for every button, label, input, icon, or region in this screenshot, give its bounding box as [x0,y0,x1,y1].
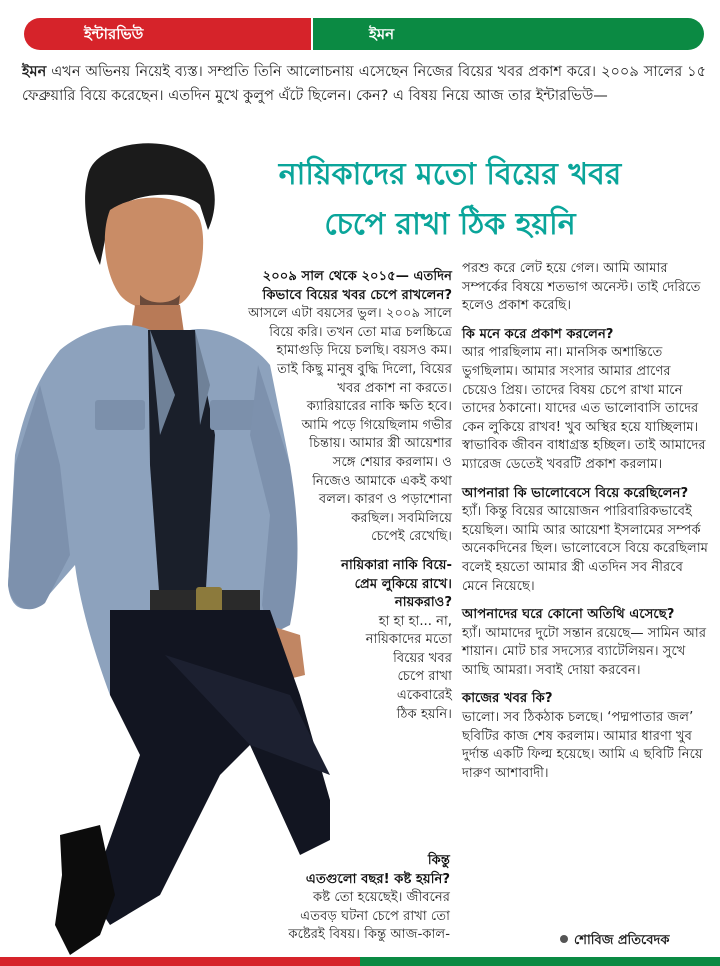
intro-text: এখন অভিনয় নিয়েই ব্যস্ত। সম্প্রতি তিনি আলোচনায় এসেছেন নিজের বিয়ের খবর প্রকাশ করে। ২০০৯ সালের ১৫ ফেব্রুয়ারি বিয়ে করেছেন। এতদিন মুখে কুলুপ এঁটে ছিলেন। কেন? এ বিষয় নিয়ে আজ তার ইন্টারভিউ— [22,64,706,104]
answer-6: হ্যাঁ। আমাদের দুটো সন্তান রয়েছে— সামিন আর শায়ান। মোট চার সদস্যের ব্যাটেলিয়ন। সুখে আছি আমরা। সবাই দোয়া করবেন। [462,625,707,678]
answer-4: আর পারছিলাম না। মানসিক অশান্তিতে ভুগছিলাম। আমার সংসার আমার প্রাণের চেয়েও প্রিয়। তাদের বিষয় চেপে রাখা মানে তাদের ঠকানো। যাদের এত ভালোবাসি তাদের কেন লুকিয়ে রাখব! খুব অস্থির হয়ে যাচ্ছিলাম। স্বাভাবিক জীবন বাধাগ্রস্ত হচ্ছিল। তাই আমাদের ম্যারেজ ডেতেই খবরটি প্রকাশ করলাম। [462,345,706,472]
column-bottom [240,852,450,945]
question-1-line-2: কিভাবে বিয়ের খবর চেপে রাখলেন? [262,287,452,303]
question-6: আপনাদের ঘরে কোনো অতিথি এসেছে? [462,607,675,623]
question-2-line-1: নায়িকারা নাকি বিয়ে- [341,557,452,573]
intro-name: ইমন [22,64,47,80]
answer-1-line-11: বলল। কারণ ও পড়াশোনা [318,492,452,508]
question-3-line-1: কিন্তু [427,853,450,868]
byline [560,931,669,952]
bullet-icon [560,935,568,943]
answer-1-line-4: তাই কিছু মানুষ বুদ্ধি দিলো, বিয়ের [277,361,452,377]
question-1-line-1: ২০০৯ সাল থেকে ২০১৫— এতদিন [262,269,452,284]
answer-1-line-13: চেপেই রেখেছি। [371,529,452,545]
answer-1-line-5: খবর প্রকাশ না করতে। [337,380,452,396]
byline-text: শোবিজ প্রতিবেদক [574,933,670,948]
answer-1-line-10: নিজেও আমাকে একই কথা [312,473,452,489]
answer-5: হ্যাঁ। কিন্তু বিয়ের আয়োজন পারিবারিকভাবেই হয়েছিল। আমি আর আয়েশা ইসলামের সম্পর্ক অনেকদিনের ছিল। ভালোবেসে বিয়ে করেছিলাম বলেই হয়তো আমার স্ত্রী এতদিন সব নীরবে মেনে নিয়েছে। [462,504,708,594]
answer-1-line-8: চিন্তায়। আমার স্ত্রী আয়েশার [309,436,452,452]
section-label: ইন্টারভিউ [24,18,311,50]
answer-1-line-9: সঙ্গে শেয়ার করলাম। ও [332,454,452,470]
answer-continuation: পরশু করে লেট হয়ে গেল। আমি আমার সম্পর্কের বিষয়ে শতভাগ অনেস্ট। তাই দেরিতে হলেও প্রকাশ করেছি। [462,261,701,314]
column-left [190,268,452,724]
answer-7: ভালো। সব ঠিকঠাক চলছে। ‘পদ্মপাতার জল’ ছবিটির কাজ শেষ করলাম। আমার ধারণা খুব দুর্দান্ত একটি ফিল্ম হয়েছে। আমি এ ছবিটি নিয়ে দারুণ আশাবাদী। [462,710,703,781]
question-2-line-2: প্রেম লুকিয়ে রাখে। [354,576,452,592]
question-2-line-3: নায়করাও? [394,595,452,611]
headline-line-1: নায়িকাদের মতো বিয়ের খবর [278,157,622,192]
answer-2-line-3: বিয়ের খবর [393,650,452,666]
question-4: কি মনে করে প্রকাশ করলেন? [462,326,614,342]
answer-1-line-3: হামাগুড়ি দিয়ে চলছি। বয়সও কম। [276,343,452,359]
answer-1-line-12: করছিল। সবমিলিয়ে [351,510,452,526]
question-5: আপনারা কি ভালোবেসে বিয়ে করেছিলেন? [462,485,689,501]
answer-3-line-2: এতবড় ঘটনা চেপে রাখা তো [300,908,450,924]
column-right [462,260,708,783]
answer-3-line-1: কষ্ট তো হয়েছেই। জীবনের [313,890,450,906]
answer-2-line-4: চেপে রাখা [397,669,452,685]
headline [190,150,710,250]
question-3-line-2: এতগুলো বছর! কষ্ট হয়নি? [305,871,450,887]
footer-bar [0,957,720,966]
answer-1-line-1: আসলে এটা বয়সের ভুল। ২০০৯ সালে [248,306,452,322]
headline-line-2: চেপে রাখা ঠিক হয়নি [324,207,576,242]
answer-2-line-1: হা হা হা... না, [378,613,452,629]
question-7: কাজের খবর কি? [462,691,553,707]
answer-1-line-6: ক্যারিয়ারের নাকি ক্ষতি হবে। [306,399,452,415]
subject-label: ইমন [313,18,704,50]
intro-paragraph [22,60,706,108]
answer-2-line-6: ঠিক হয়নি। [396,706,452,722]
answer-1-line-2: বিয়ে করি। তখন তো মাত্র চলচ্চিত্রে [269,324,452,340]
answer-2-line-5: একেবারেই [396,688,452,704]
answer-3-line-3: কষ্টেরই বিষয়। কিন্তু আজ-কাল- [288,927,450,943]
answer-1-line-7: আমি পড়ে গিয়েছিলাম গভীর [301,417,452,433]
answer-2-line-2: নায়িকাদের মতো [365,632,452,648]
